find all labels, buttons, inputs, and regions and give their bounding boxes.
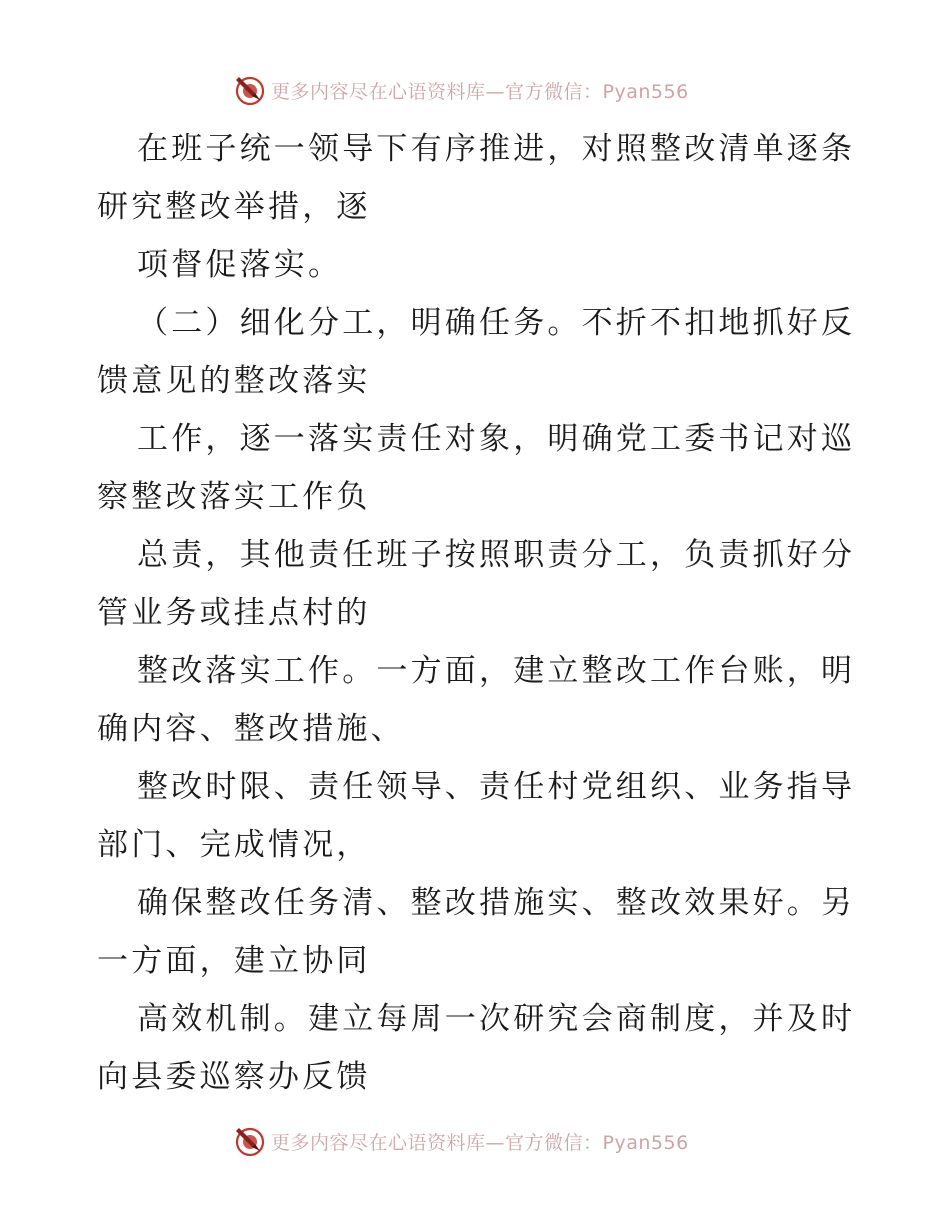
body-line: 项督促落实。 (137, 247, 343, 283)
body-line: 确保整改任务清、整改措施实、整改效果好。另一方面，建立协同 (97, 885, 856, 979)
footer-watermark (233, 1122, 689, 1160)
watermark-text: 更多内容尽在心语资料库—官方微信：Pyan556 (271, 1131, 689, 1154)
quill-pen-circle-icon (233, 1124, 267, 1158)
body-line: 整改落实工作。一方面，建立整改工作台账，明确内容、整改措施、 (97, 653, 856, 747)
body-line: 在班子统一领导下有序推进，对照整改清单逐条研究整改举措，逐 (97, 131, 856, 225)
header-watermark (233, 71, 689, 109)
body-line: 工作，逐一落实责任对象，明确党工委书记对巡察整改落实工作负 (97, 421, 856, 515)
body-line: 高效机制。建立每周一次研究会商制度，并及时向县委巡察办反馈 (97, 1001, 856, 1095)
watermark-text: 更多内容尽在心语资料库—官方微信：Pyan556 (271, 80, 689, 103)
quill-pen-circle-icon (233, 73, 267, 107)
body-line: （二）细化分工，明确任务。不折不扣地抓好反馈意见的整改落实 (97, 305, 856, 399)
body-line: 整改时限、责任领导、责任村党组织、业务指导部门、完成情况， (97, 769, 856, 863)
body-line: 总责，其他责任班子按照职责分工，负责抓好分管业务或挂点村的 (97, 537, 856, 631)
document-body (97, 120, 857, 1106)
